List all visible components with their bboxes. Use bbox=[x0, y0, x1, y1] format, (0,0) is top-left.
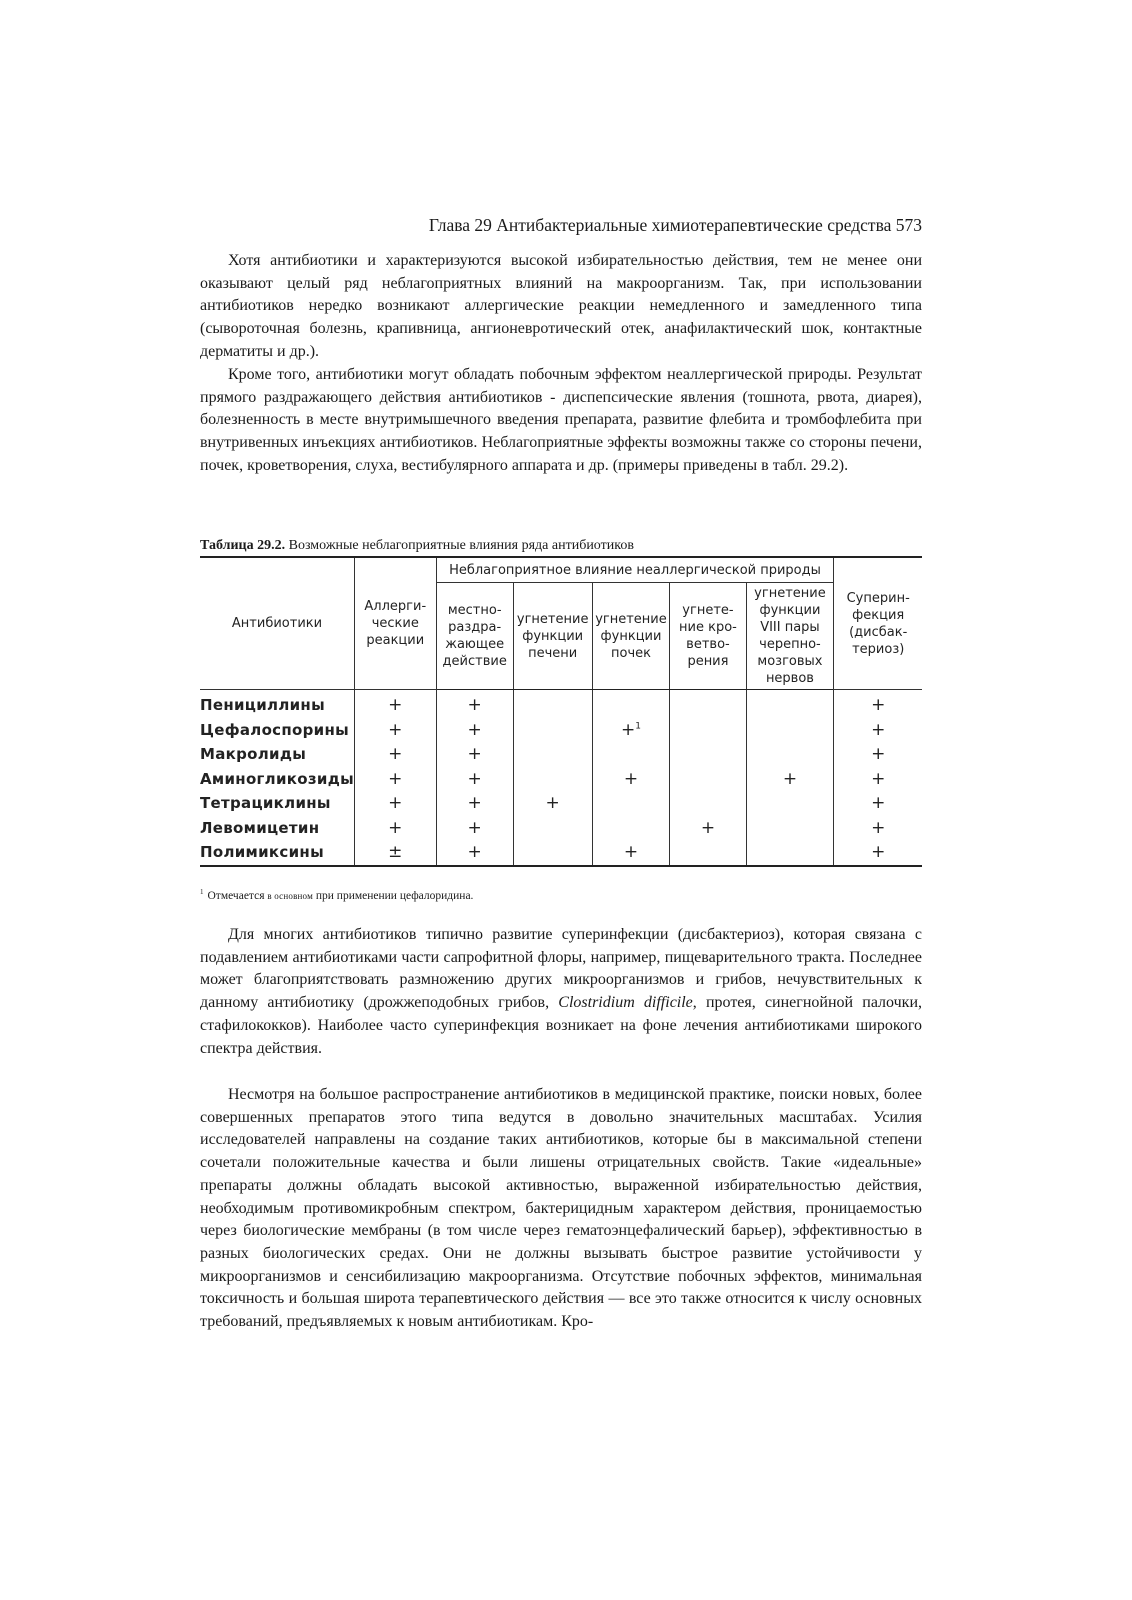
cell-local bbox=[436, 791, 513, 816]
antibiotic-name: Левомицетин bbox=[200, 818, 320, 837]
cell-super bbox=[834, 742, 922, 767]
cell-mark: + bbox=[545, 793, 560, 814]
cell-liver bbox=[513, 816, 592, 841]
cell-mark: + bbox=[871, 793, 886, 814]
cell-mark: + bbox=[467, 744, 482, 765]
cell-mark: + bbox=[782, 768, 798, 789]
cell-mark: ± bbox=[388, 842, 403, 863]
paragraph-ideal-antibiotics: Несмотря на большое распространение антибиотиков в медицинской практике, поиски новых, более совершенных препаратов этого типа ведутся в довольно значительных масштабах. Усилия исследователей направлены на создание таких антибиотиков, которые бы в максимальной степени сочетали положительные качества и были лишены отрицательных свойств. Такие «идеальные» препараты должны обладать высокой активностью, выраженной избирательностью действия, необходимым противомикробным спектром, бактерицидным характером действия, проницаемостью через биологические мембраны (в том числе через гематоэнцефалический барьер), эффективностью в разных биологических средах. Они не должны вызывать быстрое развитие устойчивости у микроорганизмов и сенсибилизацию макроорганизма. Отсутствие побочных эффектов, минимальная токсичность и большая широта терапевтического действия — все это также относится к числу основных требований, предъявляемых к новым антибиотикам. Кро- bbox=[200, 1086, 922, 1331]
table-caption-label: Таблица 29.2. bbox=[200, 538, 286, 553]
cell-super bbox=[834, 791, 922, 816]
antibiotic-name: Аминогликозиды bbox=[200, 769, 354, 788]
cell-mark: + bbox=[388, 793, 403, 814]
cell-nerve bbox=[746, 791, 834, 816]
table-caption-text: Возможные неблагоприятные влияния ряда антибиотиков bbox=[288, 538, 634, 553]
cell-mark: + bbox=[871, 744, 886, 765]
header-superinfection: Суперинфекция (дисбактериоз) bbox=[834, 557, 922, 690]
running-head: Глава 29 Антибактериальные химиотерапевтические средства 573 bbox=[428, 215, 922, 235]
cell-kidney bbox=[592, 816, 670, 841]
table-row bbox=[200, 840, 922, 866]
cell-kidney bbox=[592, 791, 670, 816]
cell-super bbox=[834, 718, 922, 743]
table-caption bbox=[200, 538, 634, 554]
cell-blood bbox=[670, 816, 746, 841]
cell-mark: + bbox=[871, 719, 886, 740]
header-local-irritation: местнораздражающее действие bbox=[436, 583, 513, 690]
cell-local bbox=[436, 816, 513, 841]
paragraph-nonallergic-effects: Кроме того, антибиотики могут обладать побочным эффектом неаллергической природы. Результат прямого раздражающего действия антибиотиков - диспепсические явления (тошнота, рвота, диарея), болезненность в месте внутримышечного введения препарата, развитие флебита и тромбофлебита при внутривенных инъекциях антибиотиков. Неблагоприятные эффекты возможны также со стороны печени, почек, кроветворения, слуха, вестибулярного аппарата и др. (примеры приведены в табл. 29.2). bbox=[200, 366, 922, 474]
cell-liver bbox=[513, 840, 592, 866]
cell-kidney bbox=[592, 840, 670, 866]
side-effects-table bbox=[200, 556, 922, 867]
header-allergic: Аллергические реакции bbox=[354, 557, 436, 690]
cell-mark: + bbox=[467, 793, 482, 814]
footnote-text-a: Отмечается bbox=[207, 889, 265, 902]
cell-nerve bbox=[746, 840, 834, 866]
footnote-mark: 1 bbox=[200, 888, 204, 896]
cell-mark: + bbox=[467, 817, 482, 838]
antibiotic-name: Полимиксины bbox=[200, 840, 354, 866]
cell-mark: + bbox=[388, 719, 403, 740]
cell-kidney bbox=[592, 767, 670, 792]
cell-local bbox=[436, 767, 513, 792]
cell-local bbox=[436, 718, 513, 743]
cell-blood bbox=[670, 791, 746, 816]
cell-blood bbox=[670, 690, 746, 718]
cell-mark: + bbox=[467, 842, 482, 863]
cell-liver bbox=[513, 742, 592, 767]
cell-allergic bbox=[354, 742, 436, 767]
cell-kidney bbox=[592, 742, 670, 767]
cell-nerve bbox=[746, 718, 834, 743]
cell-nerve bbox=[746, 690, 834, 718]
footnote-ref: 1 bbox=[635, 721, 641, 732]
table-row bbox=[200, 767, 922, 792]
cell-blood bbox=[670, 742, 746, 767]
cell-mark: + bbox=[620, 719, 636, 740]
cell-mark: + bbox=[871, 768, 886, 789]
table-row bbox=[200, 690, 922, 718]
cell-allergic bbox=[354, 690, 436, 718]
cell-mark: + bbox=[871, 817, 886, 838]
cell-allergic bbox=[354, 840, 436, 866]
cell-allergic bbox=[354, 767, 436, 792]
header-liver: угнетение функции печени bbox=[513, 583, 592, 690]
header-kidney: угнетение функции почек bbox=[592, 583, 670, 690]
table-row bbox=[200, 742, 922, 767]
antibiotic-name: Пенициллины bbox=[200, 696, 325, 715]
cell-mark: + bbox=[623, 768, 639, 789]
cell-blood bbox=[670, 840, 746, 866]
cell-allergic bbox=[354, 791, 436, 816]
cell-local bbox=[436, 690, 513, 718]
cell-mark: + bbox=[467, 719, 482, 740]
paragraph-superinfection-organism: Clostridium difficile bbox=[558, 994, 693, 1012]
cell-mark: + bbox=[388, 817, 403, 838]
cell-mark: + bbox=[871, 842, 886, 863]
cell-liver bbox=[513, 767, 592, 792]
footnote-text-b: в основном bbox=[267, 890, 313, 901]
paragraph-superinfection bbox=[200, 924, 922, 1060]
cell-mark: + bbox=[700, 817, 716, 838]
cell-kidney bbox=[592, 718, 670, 743]
cell-liver bbox=[513, 791, 592, 816]
cell-mark: + bbox=[467, 695, 482, 716]
cell-blood bbox=[670, 718, 746, 743]
footnote-text-c: при применении цефалоридина. bbox=[315, 889, 474, 902]
header-cranial-nerve: угнетение функции VIII пары черепномозговых нервов bbox=[746, 583, 834, 690]
header-nonallergic-group: Неблагоприятное влияние неаллергической природы bbox=[436, 557, 834, 583]
cell-allergic bbox=[354, 718, 436, 743]
table-row bbox=[200, 816, 922, 841]
cell-kidney bbox=[592, 690, 670, 718]
header-antibiotics: Антибиотики bbox=[200, 557, 354, 690]
cell-mark: + bbox=[388, 695, 403, 716]
paragraph-superinfection-a: Для многих антибиотиков типично развитие суперинфекции (дисбактериоз), которая связана с подавлением антибиотиками части сапрофитной флоры, например, пищеварительного тракта. Последнее может благоприятствовать размножению других микроорганизмов и грибов, нечувствительных к данному антибиотику (дрожжеподобных грибов, bbox=[200, 926, 922, 1012]
paragraph-allergic-reactions: Хотя антибиотики и характеризуются высокой избирательностью действия, тем не менее они оказывают целый ряд неблагоприятных влияний на макроорганизм. Так, при использовании антибиотиков нередко возникают аллергические реакции немедленного и замедленного типа (сывороточная болезнь, крапивница, ангионевротический отек, анафилактический шок, контактные дерматиты и др.). bbox=[200, 252, 922, 360]
cell-nerve bbox=[746, 742, 834, 767]
cell-liver bbox=[513, 690, 592, 718]
cell-blood bbox=[670, 767, 746, 792]
cell-super bbox=[834, 767, 922, 792]
cell-nerve bbox=[746, 767, 834, 792]
cell-mark: + bbox=[623, 842, 639, 863]
cell-mark: + bbox=[388, 744, 403, 765]
cell-nerve bbox=[746, 816, 834, 841]
table-row bbox=[200, 718, 922, 743]
antibiotic-name: Тетрациклины bbox=[200, 794, 331, 813]
cell-super bbox=[834, 690, 922, 718]
cell-local bbox=[436, 742, 513, 767]
cell-super bbox=[834, 816, 922, 841]
cell-allergic bbox=[354, 816, 436, 841]
antibiotic-name: Макролиды bbox=[200, 745, 307, 764]
cell-super bbox=[834, 840, 922, 866]
table-footnote bbox=[200, 888, 473, 902]
cell-local bbox=[436, 840, 513, 866]
cell-mark: + bbox=[467, 768, 482, 789]
table-row bbox=[200, 791, 922, 816]
antibiotic-name: Цефалоспорины bbox=[200, 720, 350, 739]
cell-liver bbox=[513, 718, 592, 743]
cell-mark: + bbox=[871, 695, 886, 716]
paragraph-superinfection-b: , протея, синегнойной палочки, стафилококков). Наиболее часто суперинфекция возникает на фоне лечения антибиотиками широкого спектра действия. bbox=[200, 994, 923, 1057]
header-hematopoiesis: угнетение кроветворения bbox=[670, 583, 746, 690]
cell-mark: + bbox=[388, 768, 403, 789]
